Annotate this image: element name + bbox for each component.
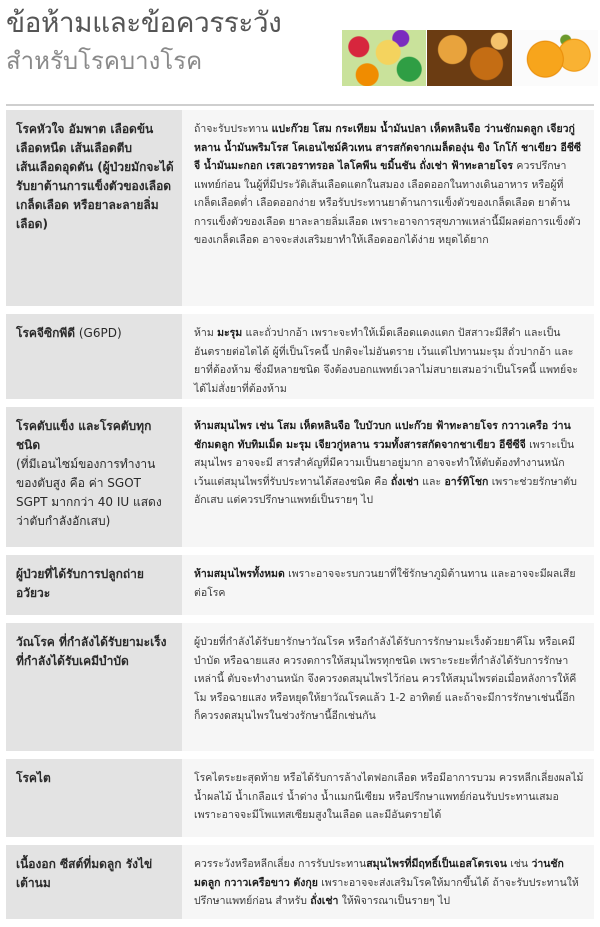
condition-label bbox=[6, 759, 182, 837]
advice-bold: ถั่งเช่า bbox=[390, 475, 419, 488]
page-title: ข้อห้ามและข้อควรระวัง bbox=[6, 6, 282, 39]
advice-text: โรคไตระยะสุดท้าย หรือได้รับการล้างไตฟอกเลือด หรือมีอาการบวม ควรหลีกเลี่ยงผลไม้ น้ำผลไม้ น้ำเกลือแร่ น้ำด่าง น้ำแมกนีเซียม หรือปรึกษาแพทย์ก่อนรับประทานเสมอ เพราะอาจจะมีโพแทสเซียมสูงในเลือด และมีอันตรายได้ bbox=[194, 772, 584, 821]
condition-advice bbox=[182, 407, 594, 547]
advice-text: ควรระวังหรือหลีกเลี่ยง การรับประทาน bbox=[194, 858, 367, 870]
turmeric-photo bbox=[427, 30, 512, 86]
condition-label-note: (ที่มีเอนไซม์ของการทำงานของตับสูง คือ ค่า SGOT SGPT มากกว่า 40 IU แสดงว่าตับกำลังอักเสบ) bbox=[16, 457, 162, 528]
advice-text: ถ้าจะรับประทาน bbox=[194, 123, 272, 135]
advice-text: เช่น bbox=[506, 858, 532, 870]
advice-bold: อาร์ทิโชก bbox=[444, 475, 489, 488]
condition-row-kidney bbox=[6, 759, 594, 837]
condition-row-transplant bbox=[6, 555, 594, 615]
advice-bold: ห้ามสมุนไพร เช่น โสม เห็ดหลินจือ ใบบัวบก แปะก๊วย ฟ้าทะลายโจร กวาวเครือ ว่านชักมดลูก ทับทิมเม็ด มะรุม เจียวกู่หลาน รวมทั้งสารสกัดจากชาเขียว อีชีซีจี bbox=[194, 420, 571, 451]
condition-label bbox=[6, 407, 182, 547]
header-photo-strip bbox=[342, 30, 598, 86]
condition-label bbox=[6, 555, 182, 615]
condition-label-text: วัณโรค ที่กำลังได้รับยามะเร็ง ที่กำลังได้รับเคมีบำบัด bbox=[16, 635, 167, 668]
advice-text: และถั่วปากอ้า เพราะจะทำให้เม็ดเลือดแดงแตก ปัสสาวะมีสีดำ และเป็นอันตรายต่อไตได้ ผู้ที่เป็นโรคนี้ ปกติจะไม่อันตราย เว้นแต่ไปทานมะรุม ถั่วปากอ้า และยาที่ต้องห้าม ซึ่งมีหลายชนิด จึงต้องบอกแพทย์เวลาไม่สบายเสมอว่าเป็นโรคนี้ แพทย์จะได้ไม่สั่งยาที่ต้องห้าม bbox=[194, 327, 578, 395]
condition-row-heart bbox=[6, 110, 594, 306]
condition-label bbox=[6, 623, 182, 751]
advice-bold: สมุนไพรที่มีฤทธิ์เป็นเอสโตรเจน bbox=[366, 858, 507, 870]
advice-bold: มะรุม bbox=[217, 327, 243, 339]
condition-label bbox=[6, 314, 182, 399]
condition-label bbox=[6, 845, 182, 919]
page-header bbox=[0, 0, 600, 100]
condition-label-text: โรคจีซิกพีดี bbox=[16, 326, 76, 340]
advice-text: ห้าม bbox=[194, 327, 218, 339]
condition-label-text: เนื้องอก ซีสต์ที่มดลูก รังไข่ เต้านม bbox=[16, 857, 153, 890]
advice-text: เพราะอาจจะส่งเสริมโรคให้มากขึ้นได้ ถ้าจะรับประทานให้ปรึกษาแพทย์ก่อน สำหรับ bbox=[194, 876, 579, 907]
advice-text: ให้พิจารณาเป็นรายๆ ไป bbox=[338, 895, 451, 907]
condition-row-g6pd bbox=[6, 314, 594, 399]
condition-row-tb-cancer bbox=[6, 623, 594, 751]
condition-advice bbox=[182, 759, 594, 837]
advice-text: เพราะอาจจะรบกวนยาที่ใช้รักษาภูมิต้านทาน และอาจจะมีผลเสียต่อโรค bbox=[194, 568, 576, 599]
advice-text: ควรปรึกษาแพทย์ก่อน ในผู้ที่มีประวัติเส้นเลือดแตกในสมอง เลือดออกในทางเดินอาหาร หรือผู้ที่เกล็ดเลือดต่ำ เลือดออกง่าย หรือรับประทานยาต้านการแข็งตัวของเกล็ดเลือด ยาต้านการแข็งตัวของเลือด ยาละลายลิ่มเลือด เพราะอาจการสุขภาพเหล่านี้มีผลต่อการแข็งตัวของเกล็ดเลือด อาจจะส่งเสริมยาทำให้เลือดออกได้ง่าย หยุดได้ยาก bbox=[194, 160, 581, 246]
advice-bold: ห้ามสมุนไพรทั้งหมด bbox=[194, 568, 285, 580]
condition-label-text: ผู้ป่วยที่ได้รับการปลูกถ่ายอวัยวะ bbox=[16, 567, 144, 600]
conditions-table bbox=[6, 110, 594, 927]
advice-text: เพราะช่วยรักษาตับอักเสบ แต่ควรปรึกษาแพทย์เป็นรายๆ ไป bbox=[194, 475, 577, 506]
condition-row-liver bbox=[6, 407, 594, 547]
condition-advice bbox=[182, 314, 594, 399]
condition-label-text: โรคหัวใจ อัมพาต เลือดข้น เลือดหนืด เส้นเลือดตีบ เส้นเลือดอุดตัน (ผู้ป่วยมักจะได้รับยาต้านการแข็งตัวของเลือด เกล็ดเลือด หรือยาละลายลิ่มเลือด) bbox=[16, 122, 174, 231]
condition-label-note: (G6PD) bbox=[75, 326, 122, 340]
advice-bold: ว่านชักมดลูก กวาวเครือขาว ตังกุย bbox=[194, 858, 564, 889]
condition-label-text: โรคตับแข็ง และโรคตับทุกชนิด bbox=[16, 419, 152, 452]
condition-advice bbox=[182, 555, 594, 615]
oranges-photo bbox=[513, 30, 598, 86]
condition-advice bbox=[182, 845, 594, 919]
condition-advice bbox=[182, 623, 594, 751]
header-divider bbox=[6, 104, 594, 106]
advice-text: ผู้ป่วยที่กำลังได้รับยารักษาวัณโรค หรือกำลังได้รับการรักษามะเร็งด้วยยาคีโม หรือเคมีบำบัด หรือฉายแสง ควรงดการให้สมุนไพรทุกชนิด เพราะระยะที่กำลังได้รับการรักษาเหล่านี้ ตับจะทำงานหนัก จึงควรงดสมุนไพรไว้ก่อน ควรให้สมุนไพรต่อเมื่อหลังการให้คีโม หรือฉายแสง หรือหยุดให้ยาวัณโรคแล้ว 1-2 อาทิตย์ และถ้าจะมีการรักษาเช่นนี้อีก ก็ควรงดสมุนไพรในช่วงรักษานี้อีกเช่นกัน bbox=[194, 636, 577, 722]
condition-row-tumor bbox=[6, 845, 594, 919]
advice-text: เพราะเป็นสมุนไพร อาจจะมี สารสำคัญที่มีความเป็นยาอยู่มาก อาจจะทำให้ตับต้องทำงานหนัก เว้นแต่สมุนไพรที่รับประทานได้สองชนิด คือ bbox=[194, 438, 575, 488]
page-subtitle: สำหรับโรคบางโรค bbox=[6, 47, 203, 75]
advice-bold: ถั่งเช่า bbox=[310, 895, 339, 907]
advice-text: และ bbox=[418, 475, 445, 488]
advice-bold: แปะก๊วย โสม กระเทียม น้ำมันปลา เห็ดหลินจือ ว่านชักมดลูก เจียวกู่หลาน น้ำมันพริมโรส โคเอนไซม์คิวเทน สารสกัดจากเมล็ดองุ่น ขิง โกโก้ ชาเขียว อีชีซีจี น้ำมันมะกอก เรสเวอราทรอล ไลโคพีน ขมิ้นชัน ถั่งเช่า ฟ้าทะลายโจร bbox=[194, 123, 582, 172]
condition-label-text: โรคไต bbox=[16, 771, 51, 785]
mixed-fruits-vegetables-photo bbox=[342, 30, 426, 86]
condition-label bbox=[6, 110, 182, 306]
condition-advice bbox=[182, 110, 594, 306]
